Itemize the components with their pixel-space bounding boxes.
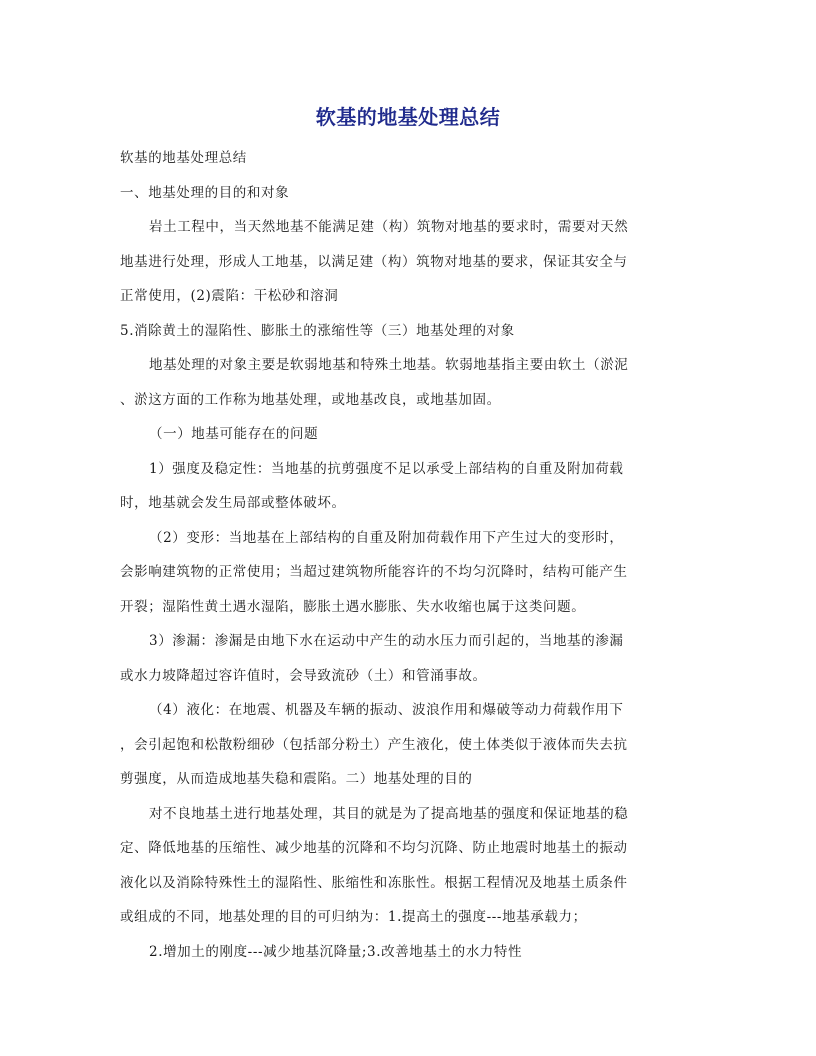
paragraph-line: 软基的地基处理总结 [120,150,247,166]
paragraph-line: 开裂；湿陷性黄土遇水湿陷，膨胀土遇水膨胀、失水收缩也属于这类问题。 [120,598,586,615]
paragraph-line: 液化以及消除特殊性土的湿陷性、胀缩性和冻胀性。根据工程情况及地基土质条件 [120,874,628,891]
paragraph-line: 岩土工程中，当天然地基不能满足建（构）筑物对地基的要求时，需要对天然 [149,219,629,235]
paragraph [120,693,702,797]
paragraph-line: 5.消除黄土的湿陷性、膨胀土的涨缩性等（三）地基处理的对象 [120,322,515,339]
paragraph-line: （一）地基可能存在的问题 [149,426,319,442]
paragraph-line: 一、地基处理的目的和对象 [120,184,290,201]
paragraph-line: 或组成的不同，地基处理的目的可归纳为：1.提高土的强度---地基承载力； [120,909,587,925]
document-title: 软基的地基处理总结 [315,105,501,129]
paragraph-line: 定、降低地基的压缩性、减少地基的沉降和不均匀沉降、防止地震时地基土的振动 [120,840,628,856]
paragraph-line: 2.增加土的刚度---减少地基沉降量;3.改善地基土的水力特性 [149,943,523,960]
paragraph-line: 会影响建筑物的正常使用；当超过建筑物所能容许的不均匀沉降时，结构可能产生 [120,564,628,580]
paragraph [120,521,702,625]
paragraph-line: 地基处理的对象主要是软弱地基和特殊土地基。软弱地基指主要由软土（淤泥 [149,357,629,373]
document-body [120,141,702,969]
paragraph [120,624,702,693]
paragraph-line: 对不良地基土进行地基处理，其目的就是为了提高地基的强度和保证地基的稳 [149,805,629,822]
paragraph [120,452,702,521]
paragraph-line: 1）强度及稳定性：当地基的抗剪强度不足以承受上部结构的自重及附加荷载 [149,460,624,477]
paragraph [120,314,702,349]
paragraph [120,935,702,970]
paragraph-line: 3）渗漏：渗漏是由地下水在运动中产生的动水压力而引起的，当地基的渗漏 [149,633,624,649]
paragraph-line: （4）液化：在地震、机器及车辆的振动、波浪作用和爆破等动力荷载作用下 [149,702,624,718]
section-heading [120,417,702,452]
paragraph-line: 时，地基就会发生局部或整体破坏。 [120,495,346,511]
paragraph-line: ，会引起饱和松散粉细砂（包括部分粉土）产生液化，使土体类似于液体而失去抗 [120,736,628,753]
paragraph-line: 地基进行处理，形成人工地基，以满足建（构）筑物对地基的要求，保证其安全与 [120,253,628,270]
paragraph-line: 剪强度，从而造成地基失稳和震陷。二）地基处理的目的 [120,771,473,787]
paragraph [120,141,702,176]
paragraph-line: 、淤这方面的工作称为地基处理，或地基改良，或地基加固。 [120,391,501,408]
paragraph-line: 正常使用，(2)震陷：干松砂和溶洞 [120,288,339,304]
paragraph [120,210,702,314]
paragraph [120,348,702,417]
paragraph-line: （2）变形：当地基在上部结构的自重及附加荷载作用下产生过大的变形时， [149,529,624,546]
paragraph-line: 或水力坡降超过容许值时，会导致流砂（土）和管涌事故。 [120,667,487,684]
paragraph [120,797,702,935]
section-heading [120,176,702,211]
